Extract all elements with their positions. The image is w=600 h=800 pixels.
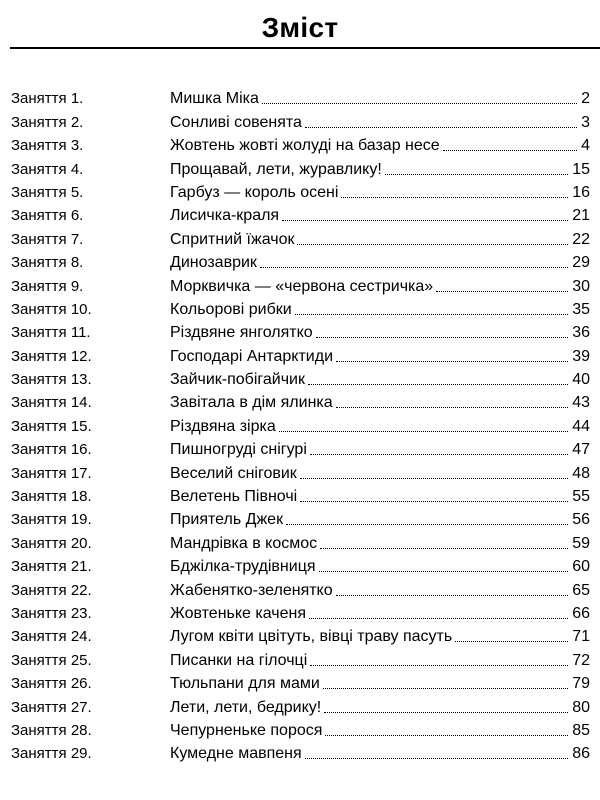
toc-row bbox=[0, 555, 600, 578]
toc-entry bbox=[170, 627, 590, 646]
page-number: 22 bbox=[572, 230, 590, 248]
toc-row bbox=[0, 461, 600, 484]
lesson-title: Приятель Джек bbox=[170, 511, 284, 529]
toc-row bbox=[0, 368, 600, 391]
toc-row bbox=[0, 251, 600, 274]
page-number: 79 bbox=[572, 675, 590, 693]
toc-entry bbox=[170, 113, 590, 132]
page-title: Зміст bbox=[261, 12, 339, 43]
toc-row bbox=[0, 531, 600, 554]
toc-entry bbox=[170, 557, 590, 576]
page-number: 66 bbox=[572, 604, 590, 622]
lesson-number: Заняття 7. bbox=[11, 230, 84, 248]
toc-entry bbox=[170, 510, 590, 529]
toc-row bbox=[0, 321, 600, 344]
toc-row bbox=[0, 695, 600, 718]
dot-leader bbox=[443, 150, 577, 151]
toc-entry bbox=[170, 160, 590, 179]
toc-row bbox=[0, 648, 600, 671]
toc-entry bbox=[170, 277, 590, 296]
dot-leader bbox=[279, 431, 568, 432]
toc-row bbox=[0, 719, 600, 742]
toc-entry bbox=[170, 721, 590, 740]
lesson-title: Пишногруді снігурі bbox=[170, 441, 307, 459]
page-number: 30 bbox=[572, 277, 590, 295]
dot-leader bbox=[455, 641, 568, 642]
dot-leader bbox=[436, 291, 568, 292]
lesson-number: Заняття 24. bbox=[11, 628, 92, 646]
toc-entry bbox=[170, 206, 590, 225]
toc-entry bbox=[170, 89, 590, 108]
lesson-title: Чепурненьке порося bbox=[170, 721, 323, 739]
lesson-number: Заняття 21. bbox=[11, 558, 92, 576]
toc-row bbox=[0, 391, 600, 414]
lesson-number: Заняття 16. bbox=[11, 441, 92, 459]
page-number: 48 bbox=[572, 464, 590, 482]
lesson-number: Заняття 12. bbox=[11, 347, 92, 365]
toc-row bbox=[0, 578, 600, 601]
toc-entry bbox=[170, 230, 590, 249]
lesson-number: Заняття 17. bbox=[11, 464, 92, 482]
toc-entry bbox=[170, 534, 590, 553]
toc-entry bbox=[170, 604, 590, 623]
toc-entry bbox=[170, 651, 590, 670]
lesson-title: Писанки на гілочці bbox=[170, 651, 308, 669]
toc-row bbox=[0, 602, 600, 625]
lesson-title: Гарбуз — король осені bbox=[170, 183, 339, 201]
lesson-title: Тюльпани для мами bbox=[170, 675, 320, 693]
lesson-number: Заняття 3. bbox=[11, 137, 84, 155]
dot-leader bbox=[319, 571, 569, 572]
lesson-number: Заняття 27. bbox=[11, 698, 92, 716]
dot-leader bbox=[300, 501, 568, 502]
dot-leader bbox=[341, 197, 568, 198]
lesson-number: Заняття 28. bbox=[11, 721, 92, 739]
toc-entry bbox=[170, 487, 590, 506]
dot-leader bbox=[305, 127, 577, 128]
page-number: 47 bbox=[572, 441, 590, 459]
lesson-number: Заняття 14. bbox=[11, 394, 92, 412]
toc-row bbox=[0, 110, 600, 133]
dot-leader bbox=[336, 407, 569, 408]
toc-entry bbox=[170, 183, 590, 202]
lesson-title: Велетень Півночі bbox=[170, 488, 298, 506]
lesson-title: Завітала в дім ялинка bbox=[170, 394, 333, 412]
page-number: 3 bbox=[581, 113, 590, 131]
toc-entry bbox=[170, 136, 590, 155]
lesson-title: Жовтень жовті жолуді на базар несе bbox=[170, 137, 440, 155]
dot-leader bbox=[295, 314, 569, 315]
dot-leader bbox=[282, 220, 568, 221]
page-number: 2 bbox=[581, 90, 590, 108]
toc-row bbox=[0, 181, 600, 204]
toc-row bbox=[0, 298, 600, 321]
page-number: 59 bbox=[572, 534, 590, 552]
lesson-title: Зайчик-побігайчик bbox=[170, 371, 305, 389]
lesson-number: Заняття 11. bbox=[11, 324, 91, 342]
lesson-title: Різдвяне янголятко bbox=[170, 324, 313, 342]
title-underline bbox=[10, 47, 600, 49]
page-number: 29 bbox=[572, 254, 590, 272]
dot-leader bbox=[323, 688, 568, 689]
lesson-title: Господарі Антарктиди bbox=[170, 347, 334, 365]
page-number: 4 bbox=[581, 137, 590, 155]
dot-leader bbox=[320, 548, 568, 549]
page-number: 80 bbox=[572, 698, 590, 716]
page-number: 40 bbox=[572, 371, 590, 389]
lesson-number: Заняття 13. bbox=[11, 371, 92, 389]
lesson-title: Морквичка — «червона сестричка» bbox=[170, 277, 434, 295]
lesson-number: Заняття 9. bbox=[11, 277, 84, 295]
lesson-number: Заняття 19. bbox=[11, 511, 92, 529]
page-number: 35 bbox=[572, 300, 590, 318]
toc-row bbox=[0, 157, 600, 180]
page-number: 71 bbox=[572, 628, 590, 646]
page-number: 36 bbox=[572, 324, 590, 342]
lesson-title: Лисичка-краля bbox=[170, 207, 280, 225]
lesson-title: Лугом квіти цвітуть, вівці траву пасуть bbox=[170, 628, 453, 646]
dot-leader bbox=[385, 174, 568, 175]
lesson-title: Сонливі совенята bbox=[170, 113, 302, 131]
dot-leader bbox=[297, 244, 568, 245]
toc-entry bbox=[170, 347, 590, 366]
page-number: 65 bbox=[572, 581, 590, 599]
lesson-title: Жабенятко-зеленятко bbox=[170, 581, 333, 599]
toc-entry bbox=[170, 393, 590, 412]
page-number: 39 bbox=[572, 347, 590, 365]
lesson-number: Заняття 15. bbox=[11, 417, 92, 435]
toc-entry bbox=[170, 417, 590, 436]
lesson-title: Лети, лети, бедрику! bbox=[170, 698, 322, 716]
dot-leader bbox=[316, 337, 569, 338]
lesson-number: Заняття 20. bbox=[11, 534, 92, 552]
toc-row bbox=[0, 344, 600, 367]
lesson-number: Заняття 10. bbox=[11, 300, 92, 318]
lesson-title: Різдвяна зірка bbox=[170, 417, 276, 435]
lesson-title: Кольорові рибки bbox=[170, 300, 292, 318]
page-number: 56 bbox=[572, 511, 590, 529]
toc-entry bbox=[170, 253, 590, 272]
toc-row bbox=[0, 227, 600, 250]
lesson-title: Бджілка-трудівниця bbox=[170, 558, 316, 576]
toc-entry bbox=[170, 744, 590, 763]
lesson-number: Заняття 26. bbox=[11, 675, 92, 693]
table-of-contents bbox=[0, 87, 600, 765]
page-number: 72 bbox=[572, 651, 590, 669]
dot-leader bbox=[310, 454, 568, 455]
toc-entry bbox=[170, 300, 590, 319]
lesson-title: Кумедне мавпеня bbox=[170, 745, 302, 763]
toc-row bbox=[0, 134, 600, 157]
page-number: 21 bbox=[572, 207, 590, 225]
lesson-title: Веселий сніговик bbox=[170, 464, 297, 482]
lesson-title: Мандрівка в космос bbox=[170, 534, 318, 552]
toc-row bbox=[0, 204, 600, 227]
page-number: 44 bbox=[572, 417, 590, 435]
lesson-title: Прощавай, лети, журавлику! bbox=[170, 160, 382, 178]
dot-leader bbox=[262, 103, 577, 104]
toc-row bbox=[0, 742, 600, 765]
toc-entry bbox=[170, 464, 590, 483]
lesson-number: Заняття 18. bbox=[11, 488, 92, 506]
toc-entry bbox=[170, 440, 590, 459]
toc-entry bbox=[170, 674, 590, 693]
dot-leader bbox=[286, 524, 568, 525]
page-number: 60 bbox=[572, 558, 590, 576]
lesson-number: Заняття 8. bbox=[11, 254, 84, 272]
lesson-number: Заняття 1. bbox=[11, 90, 84, 108]
toc-row bbox=[0, 625, 600, 648]
toc-row bbox=[0, 87, 600, 110]
toc-row bbox=[0, 508, 600, 531]
lesson-number: Заняття 6. bbox=[11, 207, 84, 225]
lesson-title: Динозаврик bbox=[170, 254, 257, 272]
dot-leader bbox=[325, 735, 568, 736]
lesson-title: Жовтеньке каченя bbox=[170, 604, 307, 622]
dot-leader bbox=[309, 618, 568, 619]
dot-leader bbox=[305, 758, 569, 759]
lesson-number: Заняття 22. bbox=[11, 581, 92, 599]
lesson-number: Заняття 29. bbox=[11, 745, 92, 763]
lesson-title: Спритний їжачок bbox=[170, 230, 295, 248]
page-number: 85 bbox=[572, 721, 590, 739]
toc-row bbox=[0, 414, 600, 437]
dot-leader bbox=[310, 665, 568, 666]
page-number: 43 bbox=[572, 394, 590, 412]
dot-leader bbox=[336, 361, 568, 362]
toc-row bbox=[0, 438, 600, 461]
toc-row bbox=[0, 485, 600, 508]
toc-entry bbox=[170, 581, 590, 600]
lesson-title: Мишка Міка bbox=[170, 90, 259, 108]
lesson-number: Заняття 2. bbox=[11, 113, 84, 131]
toc-row bbox=[0, 274, 600, 297]
lesson-number: Заняття 23. bbox=[11, 604, 92, 622]
page-number: 15 bbox=[572, 160, 590, 178]
page-number: 55 bbox=[572, 488, 590, 506]
dot-leader bbox=[260, 267, 568, 268]
lesson-number: Заняття 4. bbox=[11, 160, 84, 178]
page-number: 16 bbox=[572, 183, 590, 201]
toc-row bbox=[0, 672, 600, 695]
dot-leader bbox=[300, 478, 568, 479]
toc-entry bbox=[170, 323, 590, 342]
page-number: 86 bbox=[572, 745, 590, 763]
lesson-number: Заняття 25. bbox=[11, 651, 92, 669]
toc-entry bbox=[170, 698, 590, 717]
dot-leader bbox=[336, 595, 569, 596]
dot-leader bbox=[324, 712, 568, 713]
dot-leader bbox=[308, 384, 568, 385]
toc-entry bbox=[170, 370, 590, 389]
lesson-number: Заняття 5. bbox=[11, 183, 84, 201]
